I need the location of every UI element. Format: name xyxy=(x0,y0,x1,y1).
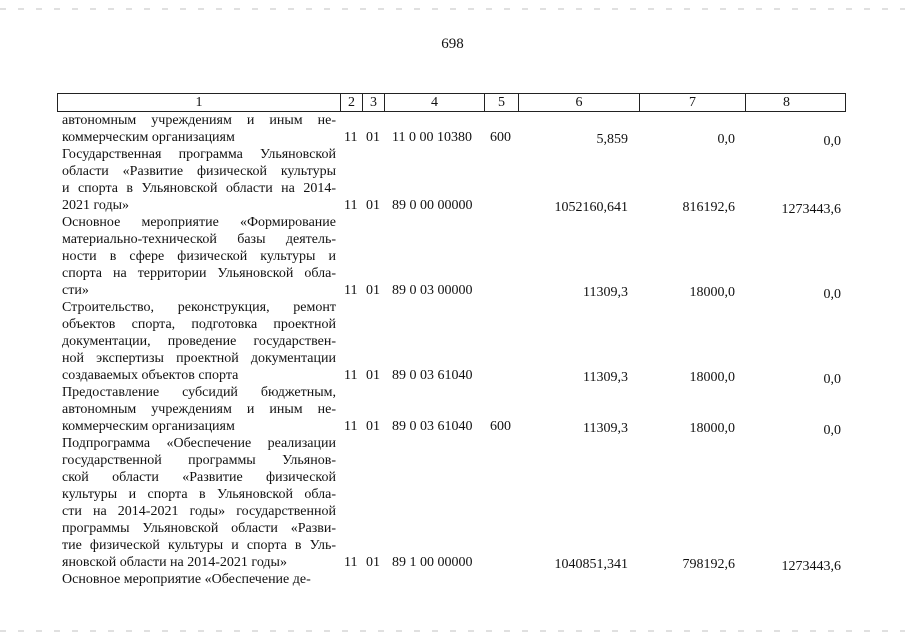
cell-col-5: 600 xyxy=(490,130,511,145)
header-col-7: 7 xyxy=(640,94,746,111)
header-col-8: 8 xyxy=(783,95,790,110)
cell-col-3: 01 xyxy=(366,198,380,213)
table-header xyxy=(57,93,846,112)
cell-col-3: 01 xyxy=(366,555,380,570)
description-line: государственной программы Ульянов- xyxy=(62,453,336,468)
cell-col-8: 0,0 xyxy=(823,423,841,438)
scan-edge-top xyxy=(0,8,905,10)
header-col-3: 3 xyxy=(363,94,385,111)
scan-edge-bottom xyxy=(0,630,905,632)
description-line: ной экспертизы проектной документации xyxy=(62,351,336,366)
description-line: Предоставление субсидий бюджетным, xyxy=(62,385,336,400)
cell-col-6: 1040851,341 xyxy=(554,557,628,572)
cell-col-6: 5,859 xyxy=(596,132,628,147)
row-description xyxy=(62,384,336,435)
header-col-1: 1 xyxy=(58,94,341,111)
description-line: коммерческим организациям xyxy=(62,130,235,145)
cell-col-7: 18000,0 xyxy=(689,285,735,300)
cell-col-8: 0,0 xyxy=(823,134,841,149)
description-line: сти на 2014-2021 годы» государственной xyxy=(62,504,336,519)
description-line: Строительство, реконструкция, ремонт xyxy=(62,300,336,315)
cell-col-2: 11 xyxy=(344,283,358,298)
header-col-6: 6 xyxy=(519,94,640,111)
cell-col-6: 11309,3 xyxy=(583,285,628,300)
cell-col-7: 18000,0 xyxy=(689,370,735,385)
description-line: сти» xyxy=(62,283,89,298)
description-line: Подпрограмма «Обеспечение реализации xyxy=(62,436,336,451)
description-line: и спорта в Ульяновской области на 2014- xyxy=(62,181,336,196)
description-line: создаваемых объектов спорта xyxy=(62,368,239,383)
description-line: тие физической культуры и спорта в Уль- xyxy=(62,538,336,553)
cell-col-3: 01 xyxy=(366,283,380,298)
description-line: области «Развитие физической культуры xyxy=(62,164,336,179)
cell-col-6: 11309,3 xyxy=(583,421,628,436)
row-description xyxy=(62,214,336,299)
description-line: документации, проведение государствен- xyxy=(62,334,336,349)
cell-col-8: 0,0 xyxy=(823,372,841,387)
description-line: Основное мероприятие «Формирование xyxy=(62,215,336,230)
header-col-5: 5 xyxy=(485,94,519,111)
cell-col-7: 798192,6 xyxy=(682,557,735,572)
cell-col-8: 0,0 xyxy=(823,287,841,302)
cell-col-4: 89 0 03 61040 xyxy=(392,419,473,434)
row-description xyxy=(62,571,336,588)
row-description xyxy=(62,435,336,571)
cell-col-7: 0,0 xyxy=(717,132,735,147)
cell-col-7: 816192,6 xyxy=(682,200,735,215)
cell-col-3: 01 xyxy=(366,419,380,434)
description-line: материально-технической базы деятель- xyxy=(62,232,336,247)
description-line: яновской области на 2014-2021 годы» xyxy=(62,555,287,570)
cell-col-4: 89 0 03 61040 xyxy=(392,368,473,383)
description-line: ности в сфере физической культуры и xyxy=(62,249,336,264)
cell-col-3: 01 xyxy=(366,130,380,145)
header-col-2: 2 xyxy=(341,94,363,111)
cell-col-2: 11 xyxy=(344,368,358,383)
cell-col-4: 89 0 03 00000 xyxy=(392,283,473,298)
row-description xyxy=(62,299,336,384)
description-line: автономным учреждениям и иным не- xyxy=(62,402,336,417)
row-description xyxy=(62,112,336,146)
cell-col-6: 1052160,641 xyxy=(554,200,628,215)
cell-col-5: 600 xyxy=(490,419,511,434)
description-line: программы Ульяновской области «Разви- xyxy=(62,521,336,536)
description-line: 2021 годы» xyxy=(62,198,130,213)
description-line: спорта на территории Ульяновской обла- xyxy=(62,266,336,281)
cell-col-2: 11 xyxy=(344,555,358,570)
cell-col-4: 11 0 00 10380 xyxy=(392,130,472,145)
cell-col-2: 11 xyxy=(344,198,358,213)
cell-col-7: 18000,0 xyxy=(689,421,735,436)
cell-col-3: 01 xyxy=(366,368,380,383)
cell-col-2: 11 xyxy=(344,130,358,145)
description-line: Основное мероприятие «Обеспечение де- xyxy=(62,572,311,587)
description-line: коммерческим организациям xyxy=(62,419,235,434)
cell-col-8: 1273443,6 xyxy=(781,559,841,574)
cell-col-4: 89 1 00 00000 xyxy=(392,555,473,570)
cell-col-2: 11 xyxy=(344,419,358,434)
cell-col-6: 11309,3 xyxy=(583,370,628,385)
description-line: автономным учреждениям и иным не- xyxy=(62,113,336,128)
description-line: объектов спорта, подготовка проектной xyxy=(62,317,336,332)
header-col-4: 4 xyxy=(385,94,485,111)
description-line: культуры и спорта в Ульяновской обла- xyxy=(62,487,336,502)
description-line: ской области «Развитие физической xyxy=(62,470,336,485)
cell-col-8: 1273443,6 xyxy=(781,202,841,217)
row-description xyxy=(62,146,336,214)
description-line: Государственная программа Ульяновской xyxy=(62,147,336,162)
page-number: 698 xyxy=(441,36,464,52)
cell-col-4: 89 0 00 00000 xyxy=(392,198,473,213)
